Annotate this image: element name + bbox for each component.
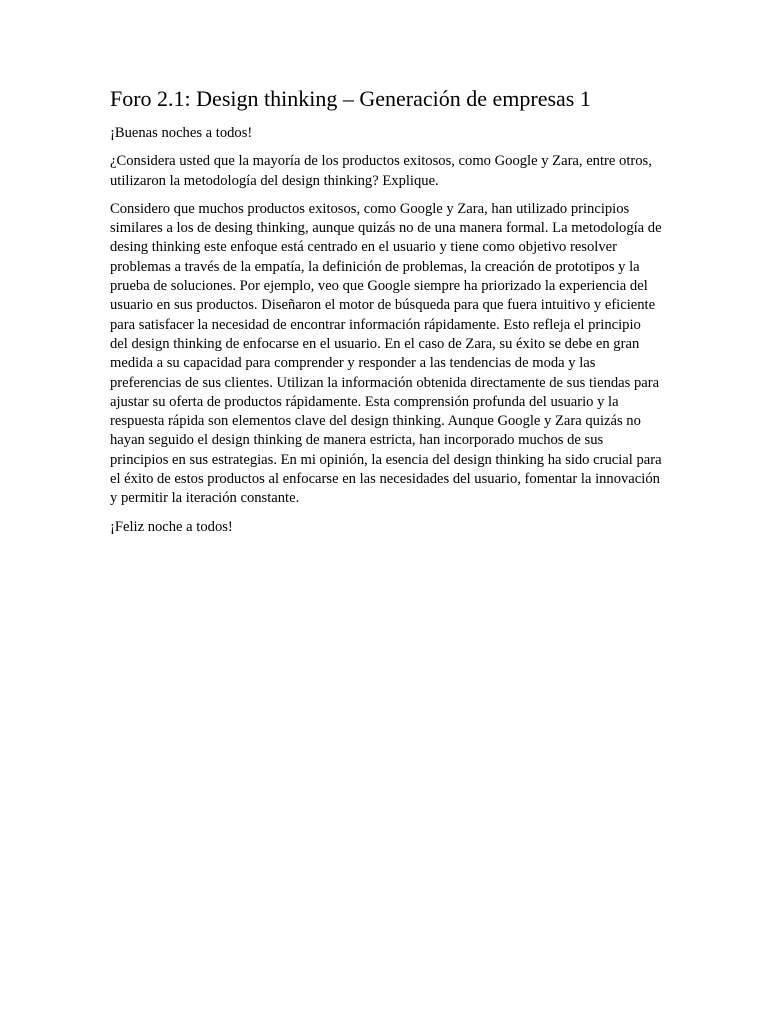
document-title: Foro 2.1: Design thinking – Generación de empresas 1 xyxy=(110,86,591,111)
answer-paragraph: Considero que muchos productos exitosos, como Google y Zara, han utilizado principios similares a los de desing thinking, aunque quizás no de una manera formal. La metodología de desing thinking este enfoque está centrado en el usuario y tiene como objetivo resolver problemas a través de la empatía, la definición de problemas, la creación de prototipos y la prueba de soluciones. Por ejemplo, veo que Google siempre ha priorizado la experiencia del usuario en sus productos. Diseñaron el motor de búsqueda para que fuera intuitivo y eficiente para satisfacer la necesidad de encontrar información rápidamente. Esto refleja el principio del design thinking de enfocarse en el usuario. En el caso de Zara, su éxito se debe en gran medida a su capacidad para comprender y responder a las tendencias de moda y las preferencias de sus clientes. Utilizan la información obtenida directamente de sus tiendas para ajustar su oferta de productos rápidamente. Esta comprensión profunda del usuario y la respuesta rápida son elementos clave del design thinking. Aunque Google y Zara quizás no hayan seguido el design thinking de manera estricta, han incorporado muchos de sus principios en sus estrategias. En mi opinión, la esencia del design thinking ha sido crucial para el éxito de estos productos al enfocarse en las necesidades del usuario, fomentar la innovación y permitir la iteración constante. xyxy=(110,200,662,507)
closing-paragraph: ¡Feliz noche a todos! xyxy=(110,518,233,535)
greeting-paragraph: ¡Buenas noches a todos! xyxy=(110,125,253,141)
document-page xyxy=(110,84,662,546)
question-paragraph: ¿Considera usted que la mayoría de los productos exitosos, como Google y Zara, entre otros, utilizaron la metodología del design thinking? Explique. xyxy=(110,153,652,189)
